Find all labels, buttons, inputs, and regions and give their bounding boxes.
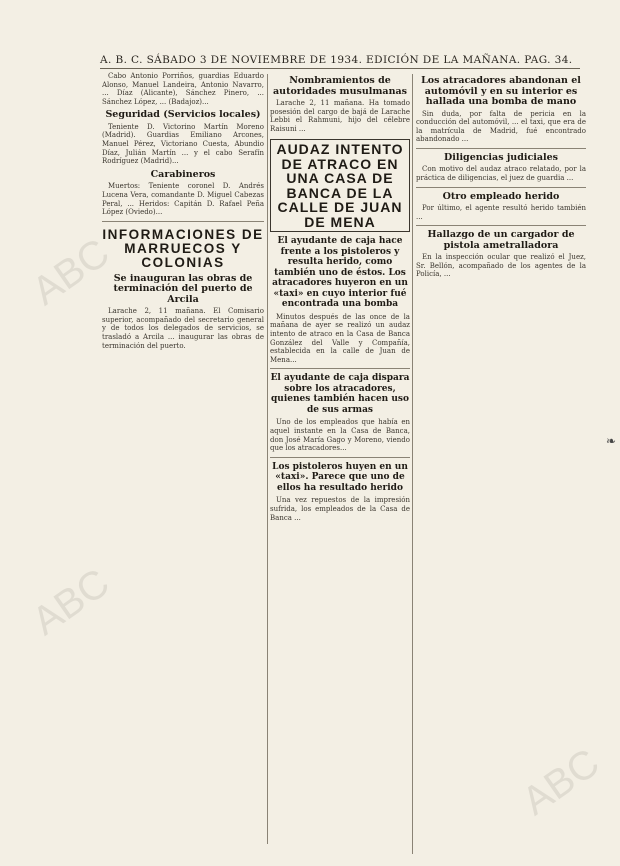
column-1 xyxy=(102,72,264,832)
column-3 xyxy=(416,72,586,862)
divider xyxy=(102,221,264,222)
watermark: ABC xyxy=(24,230,118,314)
column-2 xyxy=(270,72,410,862)
main-headline: AUDAZ INTENTO DE ATRACO EN UNA CASA DE BANCA DE LA CALLE DE JUAN DE MENA xyxy=(270,139,410,232)
watermark: ABC xyxy=(24,560,118,644)
seguridad-text: Teniente D. Victorino Martín Moreno (Madrid). Guardias Emiliano Arcones, Manuel Pérez, Victoriano Cuesta, Abundio Díaz, Julián Martín ... y el cabo Serafín Rodríguez (Madrid)... xyxy=(102,122,264,166)
watermark: ABC xyxy=(514,740,608,824)
divider xyxy=(416,187,586,188)
column-rule xyxy=(267,74,268,844)
divider xyxy=(270,368,410,369)
second-text: Uno de los empleados que había en aquel instante en la Casa de Banca, don José María Gago y Moreno, viendo que los atracadores... xyxy=(270,418,410,453)
marruecos-title: INFORMACIONES DE MARRUECOS Y COLONIAS xyxy=(102,226,264,270)
seguridad-title: Seguridad (Servicios locales) xyxy=(105,109,261,121)
intro-text: Cabo Antonio Porriños, guardias Eduardo Alonso, Manuel Landeira, Antonio Navarro, ... Díaz (Alicante), Sánchez Pinero, ... Sánchez López, ... (Badajoz)... xyxy=(102,72,264,106)
third-text: Una vez repuestos de la impresión sufrida, los empleados de la Casa de Banca ... xyxy=(270,496,410,522)
nombramientos-title: Nombramientos de autoridades musulmanas xyxy=(273,75,407,97)
arcila-title: Se inauguran las obras de terminación del puerto de Arcila xyxy=(113,272,253,305)
atracadores-title: Los atracadores abandonan el automóvil y en su interior es hallada una bomba de mano xyxy=(421,75,581,107)
divider xyxy=(416,148,586,149)
divider xyxy=(416,225,586,226)
otro-empleado-text: Por último, el agente resultó herido también ... xyxy=(416,204,586,221)
hallazgo-title: Hallazgo de un cargador de pistola ametralladora xyxy=(427,229,575,251)
diligencias-text: Con motivo del audaz atraco relatado, por la práctica de diligencias, el juez de guardia ... xyxy=(416,165,586,182)
atracadores-text: Sin duda, por falta de pericia en la conducción del automóvil, ... el taxi, que era de la matrícula de Madrid, fué encontrado abandonado ... xyxy=(416,109,586,144)
divider xyxy=(270,457,410,458)
page-header: A. B. C. SÁBADO 3 DE NOVIEMBRE DE 1934. EDICIÓN DE LA MAÑANA. PAG. 34. xyxy=(100,54,580,69)
main-story-text: Minutos después de las once de la mañana de ayer se realizó un audaz intento de atraco en la Casa de Banca González del Valle y Compañía, establecida en la calle de Juan de Mena... xyxy=(270,312,410,364)
second-title: El ayudante de caja dispara sobre los atracadores, quienes también hacen uso de sus armas xyxy=(270,373,410,415)
margin-mark-icon: ❧ xyxy=(606,434,617,448)
nombramientos-text: Larache 2, 11 mañana. Ha tomado posesión del cargo de bajá de Larache Lebbi el Rahmuni, hijo del célebre Raisuni ... xyxy=(270,99,410,133)
hallazgo-text: En la inspección ocular que realizó el Juez, Sr. Bellón, acompañado de los agentes de la Policía, ... xyxy=(416,253,586,279)
diligencias-title: Diligencias judiciales xyxy=(443,151,558,163)
third-title: Los pistoleros huyen en un «taxi». Parece que uno de ellos ha resultado herido xyxy=(272,461,408,493)
carabineros-title: Carabineros xyxy=(150,168,216,180)
otro-empleado-title: Otro empleado herido xyxy=(442,190,560,202)
carabineros-text: Muertos: Teniente coronel D. Andrés Lucena Vera, comandante D. Miguel Cabezas Peral, ... Heridos: Capitán D. Rafael Peña López (Oviedo)... xyxy=(102,182,264,217)
headline-deck: El ayudante de caja hace frente a los pistoleros y resulta herido, como también uno de éstos. Los atracadores huyeron en un «taxi» en cuyo interior fué encontrada una bomba xyxy=(272,236,408,310)
arcila-text: Larache 2, 11 mañana. El Comisario superior, acompañado del secretario general y de todos los delegados de servicios, se trasladó a Arcila ... inaugurar las obras de terminación del puerto. xyxy=(102,307,264,350)
column-rule xyxy=(412,74,413,854)
